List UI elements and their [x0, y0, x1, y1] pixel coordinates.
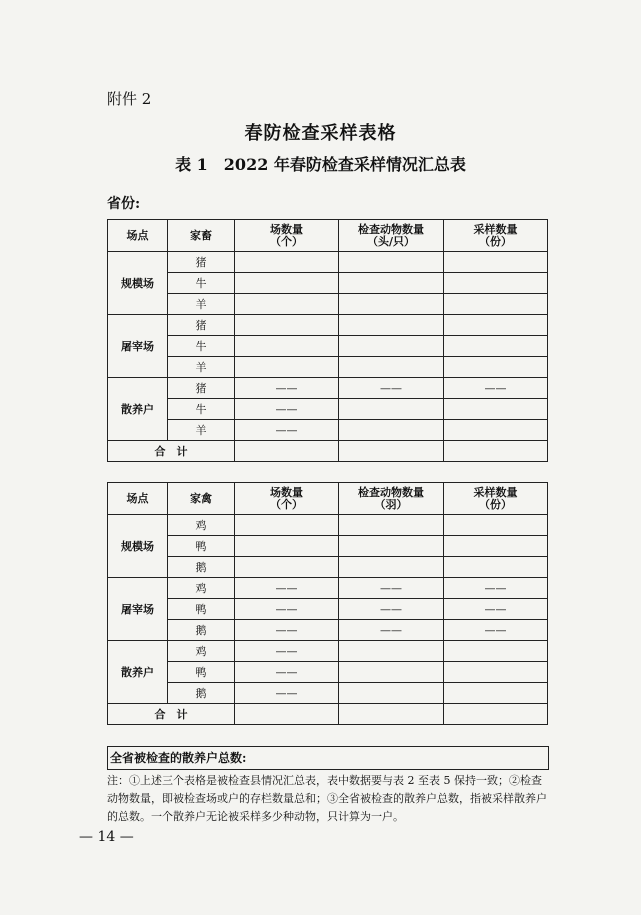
table-row — [108, 578, 548, 599]
animal-cell: 牛 — [168, 273, 235, 294]
animals-cell[interactable] — [339, 662, 444, 683]
footnote: 注：①上述三个表格是被检查县情况汇总表，表中数据要与表 2 至表 5 保持一致；②检查动物数量，即被检查场或户的存栏数量总和；③全省被检查的散养户总数，指被采样散养户的总数。一个散养户无论被采样多少种动物，只计算为一户。 — [107, 774, 547, 823]
table-row — [108, 599, 548, 620]
animals-cell[interactable]: —— — [339, 378, 444, 399]
poultry-table — [107, 482, 548, 725]
samples-cell[interactable] — [444, 252, 548, 273]
site-type-cell: 屠宰场 — [108, 315, 168, 378]
livestock-table — [107, 219, 548, 462]
farms-cell[interactable] — [235, 252, 339, 273]
header-row — [108, 483, 548, 515]
table-row — [108, 252, 548, 273]
animal-cell: 牛 — [168, 336, 235, 357]
total-cell[interactable] — [235, 441, 339, 462]
total-label: 合 计 — [108, 441, 235, 462]
animals-cell[interactable] — [339, 641, 444, 662]
animal-cell: 猪 — [168, 378, 235, 399]
total-cell[interactable] — [235, 704, 339, 725]
table-row — [108, 662, 548, 683]
farms-cell[interactable]: —— — [235, 378, 339, 399]
samples-cell[interactable] — [444, 641, 548, 662]
table-row — [108, 515, 548, 536]
animal-cell: 鸭 — [168, 662, 235, 683]
farms-cell[interactable]: —— — [235, 683, 339, 704]
animal-cell: 羊 — [168, 420, 235, 441]
animals-cell[interactable] — [339, 515, 444, 536]
animals-cell[interactable] — [339, 315, 444, 336]
samples-cell[interactable] — [444, 336, 548, 357]
table-row — [108, 620, 548, 641]
animals-cell[interactable] — [339, 294, 444, 315]
samples-cell[interactable] — [444, 662, 548, 683]
animal-cell: 鹅 — [168, 683, 235, 704]
main-title: 春防检查采样表格 — [244, 123, 397, 144]
column-header-samples: 采样数量 （份） — [444, 483, 548, 515]
samples-cell[interactable] — [444, 557, 548, 578]
animal-cell: 鸡 — [168, 515, 235, 536]
samples-cell[interactable]: —— — [444, 599, 548, 620]
table-row — [108, 420, 548, 441]
column-header-site: 场点 — [108, 483, 168, 515]
page-number: — 14 — — [79, 829, 134, 845]
samples-cell[interactable] — [444, 273, 548, 294]
animals-cell[interactable]: —— — [339, 620, 444, 641]
animal-cell: 羊 — [168, 357, 235, 378]
table-row — [108, 536, 548, 557]
samples-cell[interactable] — [444, 399, 548, 420]
site-type-cell: 屠宰场 — [108, 578, 168, 641]
samples-cell[interactable] — [444, 536, 548, 557]
farms-cell[interactable]: —— — [235, 578, 339, 599]
table-row — [108, 683, 548, 704]
total-row — [108, 704, 548, 725]
animals-cell[interactable] — [339, 357, 444, 378]
farms-cell[interactable]: —— — [235, 662, 339, 683]
table-title: 表 1 2022 年春防检查采样情况汇总表 — [175, 155, 466, 174]
farms-cell[interactable] — [235, 336, 339, 357]
animals-cell[interactable] — [339, 536, 444, 557]
site-type-cell: 散养户 — [108, 378, 168, 441]
animals-cell[interactable] — [339, 683, 444, 704]
table-row — [108, 399, 548, 420]
animal-cell: 羊 — [168, 294, 235, 315]
samples-cell[interactable]: —— — [444, 620, 548, 641]
farms-cell[interactable] — [235, 294, 339, 315]
animals-cell[interactable]: —— — [339, 578, 444, 599]
animal-cell: 鸭 — [168, 599, 235, 620]
table-row — [108, 336, 548, 357]
farms-cell[interactable] — [235, 557, 339, 578]
samples-cell[interactable] — [444, 420, 548, 441]
animal-cell: 牛 — [168, 399, 235, 420]
farms-cell[interactable] — [235, 315, 339, 336]
table-row — [108, 641, 548, 662]
animal-cell: 鸭 — [168, 536, 235, 557]
samples-cell[interactable]: —— — [444, 378, 548, 399]
column-header-samples: 采样数量 （份） — [444, 220, 548, 252]
farms-cell[interactable]: —— — [235, 399, 339, 420]
samples-cell[interactable]: —— — [444, 578, 548, 599]
table-row — [108, 294, 548, 315]
poultry-table-body — [108, 483, 548, 725]
samples-cell[interactable] — [444, 357, 548, 378]
animal-cell: 猪 — [168, 252, 235, 273]
column-header-site: 场点 — [108, 220, 168, 252]
farms-cell[interactable]: —— — [235, 620, 339, 641]
column-header-farms: 场数量 （个） — [235, 220, 339, 252]
animal-cell: 鹅 — [168, 557, 235, 578]
farms-cell[interactable] — [235, 515, 339, 536]
samples-cell[interactable] — [444, 294, 548, 315]
animal-cell: 猪 — [168, 315, 235, 336]
total-cell[interactable] — [444, 704, 548, 725]
animal-cell: 鹅 — [168, 620, 235, 641]
farms-cell[interactable] — [235, 357, 339, 378]
animals-cell[interactable] — [339, 273, 444, 294]
total-cell[interactable] — [339, 441, 444, 462]
animals-cell[interactable]: —— — [339, 599, 444, 620]
total-cell[interactable] — [444, 441, 548, 462]
table-row — [108, 378, 548, 399]
table-row — [108, 357, 548, 378]
farms-cell[interactable] — [235, 536, 339, 557]
table-row — [108, 273, 548, 294]
animals-cell[interactable] — [339, 336, 444, 357]
header-row — [108, 220, 548, 252]
animals-cell[interactable] — [339, 399, 444, 420]
site-type-cell: 散养户 — [108, 641, 168, 704]
samples-cell[interactable] — [444, 515, 548, 536]
livestock-table-body — [108, 220, 548, 462]
farms-cell[interactable]: —— — [235, 641, 339, 662]
farms-cell[interactable]: —— — [235, 599, 339, 620]
summary-field[interactable]: 全省被检查的散养户总数: — [107, 746, 549, 770]
samples-cell[interactable] — [444, 315, 548, 336]
site-type-cell: 规模场 — [108, 515, 168, 578]
column-header-animals: 检查动物数量 （羽） — [339, 483, 444, 515]
animals-cell[interactable] — [339, 252, 444, 273]
samples-cell[interactable] — [444, 683, 548, 704]
farms-cell[interactable]: —— — [235, 420, 339, 441]
column-header-animals: 检查动物数量 （头/只） — [339, 220, 444, 252]
animals-cell[interactable] — [339, 557, 444, 578]
column-header-farms: 场数量 （个） — [235, 483, 339, 515]
column-header-animal: 家畜 — [168, 220, 235, 252]
table-row — [108, 315, 548, 336]
site-type-cell: 规模场 — [108, 252, 168, 315]
attachment-label: 附件 2 — [107, 90, 152, 108]
total-label: 合 计 — [108, 704, 235, 725]
animals-cell[interactable] — [339, 420, 444, 441]
total-cell[interactable] — [339, 704, 444, 725]
farms-cell[interactable] — [235, 273, 339, 294]
province-label: 省份: — [107, 196, 141, 212]
table-row — [108, 557, 548, 578]
column-header-animal: 家禽 — [168, 483, 235, 515]
total-row — [108, 441, 548, 462]
animal-cell: 鸡 — [168, 578, 235, 599]
animal-cell: 鸡 — [168, 641, 235, 662]
